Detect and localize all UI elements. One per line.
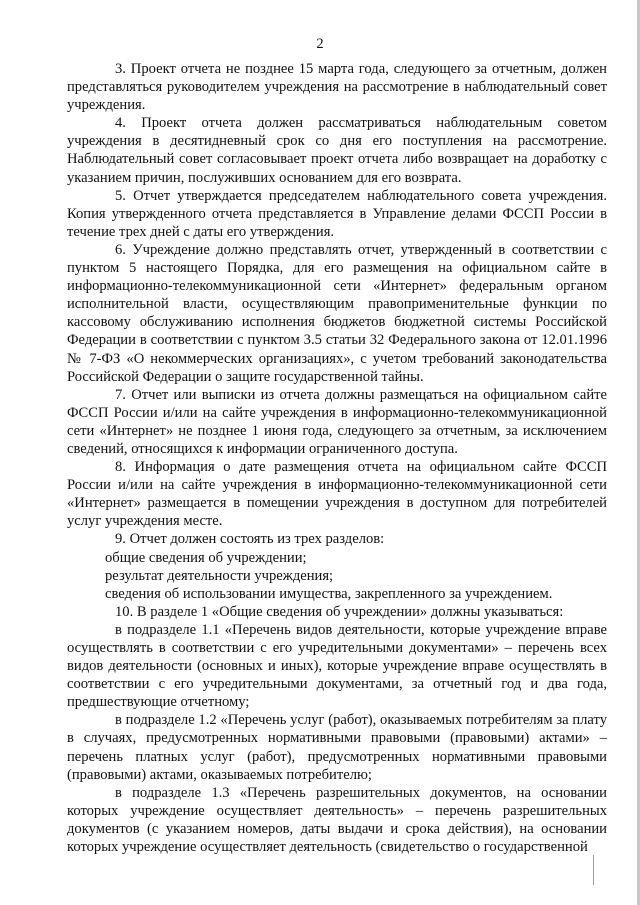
subsection-1-1: в подразделе 1.1 «Перечень видов деятельности, которые учреждение вправе осуществлять в соответствии с его учредительными документами» – перечень всех видов деятельности (основных и иных), которые учреждение вправе осуществлять в соответствии с его учредительными документами, за отчетный год и два года, предшествующие отчетному; — [67, 621, 607, 711]
subsection-1-2: в подразделе 1.2 «Перечень услуг (работ), оказываемых потребителям за плату в случаях, предусмотренных нормативными правовыми (правовыми) актами» – перечень платных услуг (работ), предусмотренных нормативными правовыми (правовыми) актами, оказываемых потребителю; — [67, 712, 607, 783]
page-number: 2 — [316, 36, 324, 52]
subsection-1-3: в подразделе 1.3 «Перечень разрешительных документов, на основании которых учреждение осуществляет деятельность» – перечень разрешительных документов (с указанием номеров, даты выдачи и срока действия), на основании которых учреждение осуществляет деятельность (свидетельство о государственной — [67, 784, 607, 856]
paragraph-7: 7. Отчет или выписки из отчета должны размещаться на официальном сайте ФССП России и/или на сайте учреждения в информационно-телекоммуникационной сети «Интернет» не позднее 1 июня года, следующего за отчетным, за исключением сведений, относящихся к информации ограниченного доступа. — [67, 386, 607, 457]
paragraph-4: 4. Проект отчета должен рассматриваться наблюдательным советом учреждения в десятидневный срок со дня его поступления на рассмотрение. Наблюдательный совет согласовывает проект отчета либо возвращает на доработку с указанием причин, послуживших основанием для его возврата. — [67, 115, 607, 186]
scan-mark — [593, 855, 594, 885]
paragraph-8: 8. Информация о дате размещения отчета на официальном сайте ФССП России и/или на сайте учреждения в информационно-телекоммуникационной сети «Интернет» размещается в помещении учреждения в доступном для потребителей услуг учреждения месте. — [67, 459, 607, 530]
paragraph-6: 6. Учреждение должно представлять отчет, утвержденный в соответствии с пунктом 5 настоящего Порядка, для его размещения на официальном сайте в информационно-телекоммуникационной сети «Интернет» федеральным органом исполнительной власти, осуществляющим правоприменительные функции по кассовому обслуживанию исполнения бюджетов бюджетной системы Российской Федерации в соответствии с пунктом 3.5 статьи 32 Федерального закона от 12.01.1996 № 7-ФЗ «О некоммерческих организациях», с учетом требований законодательства Российской Федерации о защите государственной тайны. — [67, 241, 607, 385]
paragraph-3: 3. Проект отчета не позднее 15 марта года, следующего за отчетным, должен представляться руководителем учреждения на рассмотрение в наблюдательный совет учреждения. — [67, 61, 607, 114]
list-item-section-2: результат деятельности учреждения; — [105, 567, 334, 584]
list-item-section-3: сведения об использовании имущества, закрепленного за учреждением. — [105, 585, 553, 602]
paragraph-10: 10. В разделе 1 «Общие сведения об учреждении» должны указываться: — [115, 603, 564, 620]
document-body — [67, 60, 607, 856]
paragraph-5: 5. Отчет утверждается председателем наблюдательного совета учреждения. Копия утвержденного отчета представляется в Управление делами ФССП России в течение трех дней с даты его утверждения. — [67, 187, 607, 240]
paragraph-9: 9. Отчет должен состоять из трех разделов: — [115, 531, 385, 548]
list-item-section-1: общие сведения об учреждении; — [105, 549, 307, 566]
